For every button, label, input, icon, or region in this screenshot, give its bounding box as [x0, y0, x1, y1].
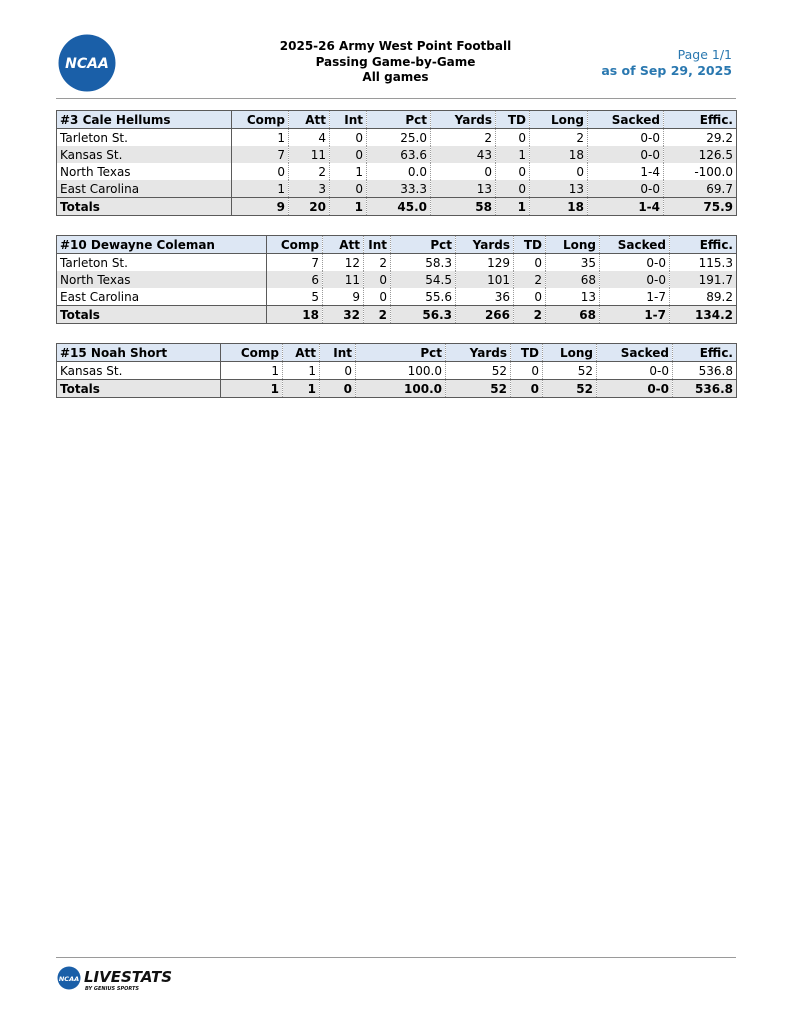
opponent: East Carolina — [57, 180, 232, 198]
td-total: 0 — [511, 380, 543, 398]
totals-row — [57, 380, 737, 398]
long-value: 13 — [546, 288, 600, 306]
long-value: 18 — [530, 146, 588, 163]
long-total: 52 — [543, 380, 597, 398]
pct-value: 25.0 — [367, 129, 431, 147]
comp-total: 9 — [232, 198, 289, 216]
pct-value: 58.3 — [391, 254, 456, 272]
effic-total: 536.8 — [673, 380, 737, 398]
td-total: 2 — [514, 306, 546, 324]
td-value: 0 — [514, 254, 546, 272]
page-number: Page 1/1 — [677, 47, 732, 62]
totals-label: Totals — [57, 306, 267, 324]
effic-value: 29.2 — [664, 129, 737, 147]
col-td: TD — [511, 344, 543, 362]
game-row — [57, 129, 737, 147]
col-comp: Comp — [267, 236, 323, 254]
player-name: #10 Dewayne Coleman — [57, 236, 267, 254]
long-value: 0 — [530, 163, 588, 180]
col-yards: Yards — [456, 236, 514, 254]
td-value: 0 — [496, 180, 530, 198]
livestats-logo — [57, 963, 177, 993]
yards-total: 58 — [431, 198, 496, 216]
int-total: 0 — [320, 380, 356, 398]
long-value: 35 — [546, 254, 600, 272]
td-value: 1 — [496, 146, 530, 163]
effic-value: 126.5 — [664, 146, 737, 163]
int-value: 2 — [364, 254, 391, 272]
svg-text:LIVESTATS: LIVESTATS — [84, 968, 173, 986]
sacked-value: 0-0 — [588, 180, 664, 198]
game-row — [57, 362, 737, 380]
game-row — [57, 163, 737, 180]
col-sacked: Sacked — [597, 344, 673, 362]
yards-value: 2 — [431, 129, 496, 147]
sacked-value: 0-0 — [597, 362, 673, 380]
col-td: TD — [514, 236, 546, 254]
int-value: 0 — [330, 146, 367, 163]
col-int: Int — [320, 344, 356, 362]
header-divider — [56, 98, 736, 99]
pct-total: 56.3 — [391, 306, 456, 324]
effic-value: 536.8 — [673, 362, 737, 380]
att-value: 1 — [283, 362, 320, 380]
pct-value: 100.0 — [356, 362, 446, 380]
table-header-row — [57, 344, 737, 362]
comp-value: 1 — [232, 180, 289, 198]
comp-value: 5 — [267, 288, 323, 306]
report-title-block — [220, 39, 571, 86]
yards-total: 266 — [456, 306, 514, 324]
int-value: 0 — [364, 271, 391, 288]
int-total: 1 — [330, 198, 367, 216]
td-total: 1 — [496, 198, 530, 216]
pct-value: 0.0 — [367, 163, 431, 180]
col-effic: Effic. — [670, 236, 737, 254]
td-value: 0 — [514, 288, 546, 306]
totals-label: Totals — [57, 380, 221, 398]
pct-total: 45.0 — [367, 198, 431, 216]
pct-value: 55.6 — [391, 288, 456, 306]
att-value: 11 — [289, 146, 330, 163]
svg-text:BY GENIUS SPORTS: BY GENIUS SPORTS — [85, 986, 140, 992]
opponent: Kansas St. — [57, 362, 221, 380]
player-table-noah-short — [56, 343, 737, 398]
pct-value: 54.5 — [391, 271, 456, 288]
footer-divider — [56, 957, 736, 958]
player-name: #15 Noah Short — [57, 344, 221, 362]
game-row — [57, 288, 737, 306]
opponent: North Texas — [57, 271, 267, 288]
col-effic: Effic. — [664, 111, 737, 129]
col-int: Int — [330, 111, 367, 129]
td-value: 0 — [511, 362, 543, 380]
comp-value: 0 — [232, 163, 289, 180]
svg-text:NCAA: NCAA — [58, 975, 80, 983]
int-value: 0 — [364, 288, 391, 306]
pct-total: 100.0 — [356, 380, 446, 398]
player-table-cale-hellums — [56, 110, 737, 216]
table-header-row — [57, 236, 737, 254]
col-pct: Pct — [356, 344, 446, 362]
effic-value: 115.3 — [670, 254, 737, 272]
comp-value: 1 — [232, 129, 289, 147]
td-value: 0 — [496, 163, 530, 180]
col-att: Att — [289, 111, 330, 129]
sacked-value: 0-0 — [600, 271, 670, 288]
long-value: 2 — [530, 129, 588, 147]
long-total: 68 — [546, 306, 600, 324]
col-pct: Pct — [367, 111, 431, 129]
att-total: 32 — [323, 306, 364, 324]
ncaa-logo — [58, 34, 116, 92]
opponent: Tarleton St. — [57, 129, 232, 147]
int-value: 1 — [330, 163, 367, 180]
yards-value: 129 — [456, 254, 514, 272]
report-subtitle: Passing Game-by-Game — [315, 54, 476, 69]
int-value: 0 — [330, 129, 367, 147]
long-value: 13 — [530, 180, 588, 198]
comp-total: 1 — [221, 380, 283, 398]
game-row — [57, 254, 737, 272]
td-value: 2 — [514, 271, 546, 288]
sacked-value: 1-4 — [588, 163, 664, 180]
opponent: North Texas — [57, 163, 232, 180]
report-scope: All games — [362, 70, 429, 84]
comp-total: 18 — [267, 306, 323, 324]
col-yards: Yards — [431, 111, 496, 129]
comp-value: 7 — [232, 146, 289, 163]
comp-value: 6 — [267, 271, 323, 288]
col-yards: Yards — [446, 344, 511, 362]
sacked-value: 0-0 — [588, 146, 664, 163]
as-of-date: as of Sep 29, 2025 — [601, 62, 732, 78]
att-value: 2 — [289, 163, 330, 180]
sacked-total: 1-4 — [588, 198, 664, 216]
comp-value: 1 — [221, 362, 283, 380]
att-value: 3 — [289, 180, 330, 198]
effic-total: 75.9 — [664, 198, 737, 216]
att-value: 4 — [289, 129, 330, 147]
int-value: 0 — [330, 180, 367, 198]
col-long: Long — [543, 344, 597, 362]
opponent: Tarleton St. — [57, 254, 267, 272]
effic-total: 134.2 — [670, 306, 737, 324]
col-att: Att — [323, 236, 364, 254]
yards-value: 0 — [431, 163, 496, 180]
effic-value: -100.0 — [664, 163, 737, 180]
sacked-value: 0-0 — [600, 254, 670, 272]
totals-row — [57, 198, 737, 216]
col-sacked: Sacked — [588, 111, 664, 129]
att-value: 11 — [323, 271, 364, 288]
game-row — [57, 180, 737, 198]
totals-label: Totals — [57, 198, 232, 216]
yards-value: 36 — [456, 288, 514, 306]
att-total: 1 — [283, 380, 320, 398]
td-value: 0 — [496, 129, 530, 147]
col-comp: Comp — [232, 111, 289, 129]
opponent: East Carolina — [57, 288, 267, 306]
yards-value: 101 — [456, 271, 514, 288]
yards-total: 52 — [446, 380, 511, 398]
game-row — [57, 146, 737, 163]
long-total: 18 — [530, 198, 588, 216]
table-header-row — [57, 111, 737, 129]
yards-value: 43 — [431, 146, 496, 163]
player-table-dewayne-coleman — [56, 235, 737, 324]
pct-value: 63.6 — [367, 146, 431, 163]
att-value: 9 — [323, 288, 364, 306]
pct-value: 33.3 — [367, 180, 431, 198]
svg-text:NCAA: NCAA — [65, 56, 109, 72]
int-total: 2 — [364, 306, 391, 324]
col-td: TD — [496, 111, 530, 129]
yards-value: 13 — [431, 180, 496, 198]
yards-value: 52 — [446, 362, 511, 380]
col-long: Long — [530, 111, 588, 129]
col-pct: Pct — [391, 236, 456, 254]
totals-row — [57, 306, 737, 324]
report-title: 2025-26 Army West Point Football — [279, 39, 512, 53]
att-value: 12 — [323, 254, 364, 272]
long-value: 68 — [546, 271, 600, 288]
col-long: Long — [546, 236, 600, 254]
sacked-value: 1-7 — [600, 288, 670, 306]
page-info — [601, 47, 732, 78]
opponent: Kansas St. — [57, 146, 232, 163]
col-comp: Comp — [221, 344, 283, 362]
att-total: 20 — [289, 198, 330, 216]
int-value: 0 — [320, 362, 356, 380]
sacked-total: 0-0 — [597, 380, 673, 398]
col-att: Att — [283, 344, 320, 362]
sacked-total: 1-7 — [600, 306, 670, 324]
col-sacked: Sacked — [600, 236, 670, 254]
effic-value: 69.7 — [664, 180, 737, 198]
long-value: 52 — [543, 362, 597, 380]
col-effic: Effic. — [673, 344, 737, 362]
game-row — [57, 271, 737, 288]
comp-value: 7 — [267, 254, 323, 272]
sacked-value: 0-0 — [588, 129, 664, 147]
effic-value: 89.2 — [670, 288, 737, 306]
col-int: Int — [364, 236, 391, 254]
player-name: #3 Cale Hellums — [57, 111, 232, 129]
effic-value: 191.7 — [670, 271, 737, 288]
